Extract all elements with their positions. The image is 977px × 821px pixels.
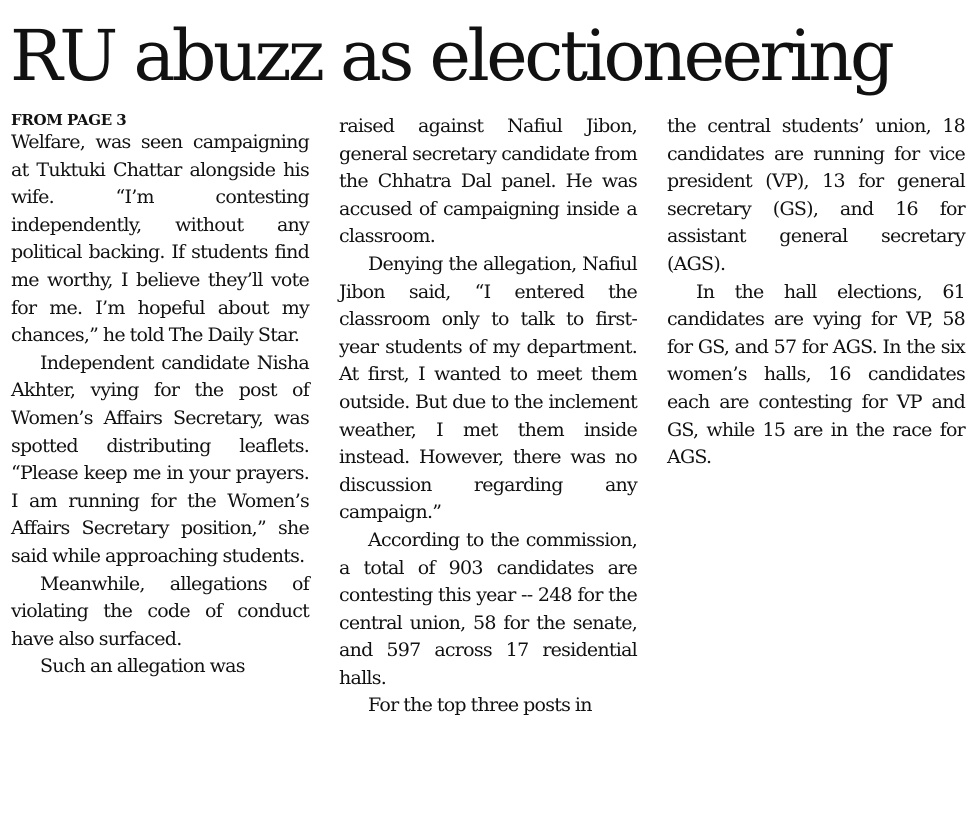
paragraph: Denying the allegation, Nafiul Jibon said, “I entered the classroom only to talk to first-year students of my department. At first, I wanted to meet them outside. But due to the inclement weather, I met them inside instead. However, there was no discussion regarding any campaign.” (339, 252, 637, 524)
headline: RU abuzz as electioneering (10, 15, 892, 97)
paragraph: Meanwhile, allegations of violating the code of conduct have also surfaced. (11, 572, 309, 650)
paragraph: In the hall elections, 61 candidates are vying for VP, 58 for GS, and 57 for AGS. In the six women’s halls, 16 candidates each are contesting for VP and GS, while 15 are in the race for AGS. (667, 280, 965, 469)
paragraph: For the top three posts in (368, 694, 592, 717)
article-column-3 (667, 113, 965, 472)
article-column-2 (339, 113, 637, 720)
paragraph: the central students’ union, 18 candidates are running for vice president (VP), 13 for general secretary (GS), and 16 for assistant general secretary (AGS). (667, 115, 965, 275)
paragraph: raised against Nafiul Jibon, general secretary candidate from the Chhatra Dal panel. He was accused of campaigning inside a classroom. (339, 115, 637, 248)
paragraph: Independent candidate Nisha Akhter, vying for the post of Women’s Affairs Secretary, was spotted distributing leaflets. “Please keep me in your prayers. I am running for the Women’s Affairs Secretary position,” she said while approaching students. (11, 351, 309, 567)
paragraph: According to the commission, a total of 903 candidates are contesting this year -- 248 for the central union, 58 for the senate, and 597 across 17 residential halls. (339, 528, 637, 689)
continued-from-kicker: FROM PAGE 3 (11, 111, 127, 129)
paragraph: Welfare, was seen campaigning at Tuktuki Chattar alongside his wife. “I’m contesting independently, without any political backing. If students find me worthy, I believe they’ll vote for me. I’m hopeful about my chances,” he told The Daily Star. (11, 131, 309, 347)
paragraph: Such an allegation was (40, 655, 245, 678)
article-column-1 (11, 111, 309, 681)
